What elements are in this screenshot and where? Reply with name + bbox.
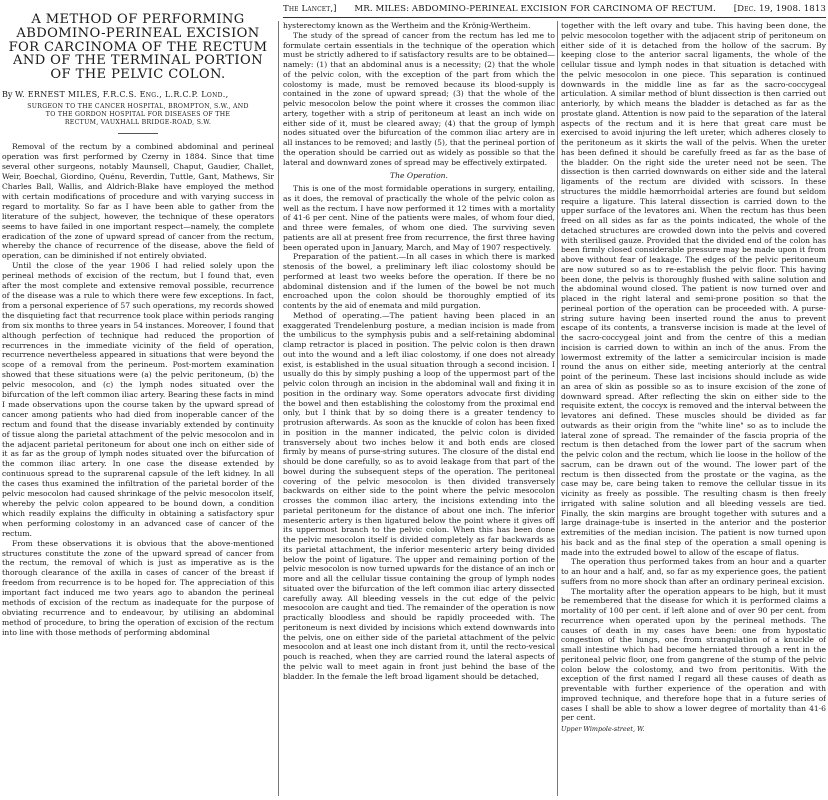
running-head [283,3,826,15]
affiliation-line-2: TO THE GORDON HOSPITAL FOR DISEASES OF THE [45,110,231,118]
paragraph: The mortality after the operation appears to be high, but it must be remembered that the disease for which it is performed claims a mortality of 100 per cent. if left alone and of over 90 per cent. from recurrence when operated upon by the perineal methods. The causes of death in my cases have been: one from hypostatic congestion of the lungs, one from strangulation of a knuckle of small intestine which had become herniated through a rent in the peritoneal pelvic floor, one from gangrene of the stump of the pelvic colon below the colostomy, and two from peritonitis. With the exception of the first named I regard all these causes of death as preventable with further experience of the operation and with improved technique, and therefore hope that in a future series of cases I shall be able to show a lower degree of mortality than 41·6 per cent. [561,586,826,723]
journal-name: The Lancet,] [283,4,337,14]
author-name: W. ERNEST MILES, F.R.C.S. Eng., L.R.C.P. Lond., [14,89,229,99]
paragraph: hysterectomy known as the Wertheim and the Krönig-Wertheim. [283,21,531,30]
paragraph: The operation thus performed takes from an hour and a quarter to an hour and a half, and, so far as my experience goes, the patient suffers from no more shock than after an ordinary perineal excision. [561,557,826,586]
column-rule-1 [278,21,279,796]
column-1 [2,0,274,638]
paragraph: together with the left ovary and tube. This having been done, the pelvic mesocolon together with the adjacent strip of peritoneum on either side of it is detached from the hollow of the sacrum. By keeping close to the anterior sacral ligaments, the whole of the cellular tissue and lymph nodes in that situation is detached with the pelvic mesocolon in one piece. This separation is continued downwards in the middle line as far as the sacro-coccygeal articulation. A similar method of blunt dissection is then carried out anteriorly, by which means the bladder is detached as far as the prostate gland. Attention is now paid to the separation of the lateral aspects of the rectum and it is here that great care must be exercised to avoid injuring the left ureter, which adheres closely to the peritoneum as it skirts the wall of the pelvis. When the ureter has been defined it should be carefully freed as far as the base of the bladder. On the right side the ureter need not be seen. The dissection is then carried downwards on either side and the lateral ligaments of the rectum are divided with scissors. In these structures the middle hæmorrhoidal arteries are found but seldom require a ligature. This lateral dissection is carried down to the upper surface of the levatores ani. When the rectum has thus been freed on all sides as far as the points indicated, the whole of the detached structures are crowded down into the pelvis and covered with sterilised gauze. Provided that the divided end of the colon has been firmly closed considerable pressure may be made upon it from above without fear of leakage. The edges of the pelvic peritoneum are now sutured so as to re-establish the pelvic floor. This having been done, the pelvis is thoroughly flushed with saline solution and the abdominal wound closed. The patient is now turned over and placed in the right lateral and semi-prone position so that the perineal portion of the operation can be proceeded with. A purse-string suture having been inserted round the anus to prevent escape of its contents, a transverse incision is made at the level of the sacro-coccygeal joint and from the centre of this a median incision is carried down to within an inch of the anus. From the lowermost extremity of the latter a semicircular incision is made round the anus on either side, meeting anteriorly at the central point of the perineum. These last incisions should include as wide an area of skin as possible so as to insure excision of the zone of downward spread. After reflecting the skin on either side to the requisite extent, the coccyx is removed and the interval between the levatores ani defined. These muscles should be divided as far outwards as their origin from the "white line" so as to include the lateral zone of spread. The remainder of the fascia propria of the rectum is then detached from the lower part of the sacrum when the pelvic colon and the rectum, which lie loose in the hollow of the sacrum, can be drawn out of the wound. The lower part of the rectum is then dissected from the prostate or the vagina, as the case may be, care being taken to remove the cellular tissue in its vicinity as freely as possible. The resulting chasm is then freely irrigated with saline solution and all bleeding vessels are tied. Finally, the skin margins are brought together with sutures and a large drainage-tube is inserted in the anterior and the posterior extremities of the median incision. The patient is now turned upon his back and as the final step of the operation a small opening is made into the extruded bowel to allow of the escape of flatus. [561,21,826,557]
affiliation-line-1: SURGEON TO THE CANCER HOSPITAL, BROMPTON, S.W., AND [27,102,249,110]
paragraph: This is one of the most formidable operations in surgery, entailing, as it does, the removal of practically the whole of the pelvic colon as well as the rectum. I have now performed it 12 times with a mortality of 41·6 per cent. Nine of the patients were males, of whom four died, and three were females, of whom one died. The surviving seven patients are all at present free from recurrence, the first three having been operated upon in January, March, and May of 1907 respectively. [283,184,555,252]
header-rule [283,17,826,18]
title-separator [118,133,158,134]
byline [2,90,274,100]
date-page-number: [Dec. 19, 1908. 1813 [733,4,826,14]
paragraph: Method of operating.—The patient having been placed in an exaggerated Trendelenburg posture, a median incision is made from the umbilicus to the symphysis pubis and a self-retaining abdominal clamp retractor is placed in position. The pelvic colon is then drawn out into the wound and a left iliac colostomy, if one does not already exist, is established in the usual situation through a second incision. I usually do this by simply pushing a loop of the uppermost part of the pelvic colon through an incision in the abdominal wall and fixing it in position in the ordinary way. Some operators advocate first dividing the bowel and then establishing the colostomy from the proximal end only, but I think that by so doing there is a greater tendency to protrusion afterwards. As soon as the knuckle of colon has been fixed in position in the manner indicated, the pelvic colon is divided transversely about two inches below it and both ends are closed firmly by means of purse-string sutures. The closure of the distal end should be done carefully, so as to avoid leakage from that part of the bowel during the subsequent steps of the operation. The peritoneal covering of the pelvic mesocolon is then divided transversely backwards on either side to the point where the pelvic mesocolon crosses the common iliac artery, the incisions extending into the parietal peritoneum for the distance of about one inch. The inferior mesenteric artery is then ligatured below the point where it gives off its uppermost branch to the pelvic colon. When this has been done the pelvic mesocolon itself is divided completely as far backwards as its parietal attachment, the inferior mesenteric artery being divided below the point of ligature. The upper and remaining portion of the pelvic mesocolon is now turned upwards for the distance of an inch or more and all the cellular tissue containing the group of lymph nodes situated over the bifurcation of the left common iliac artery dissected carefully away. All bleeding vessels in the cut edge of the pelvic mesocolon are caught and tied. The remainder of the operation is now practically bloodless and should be rapidly proceeded with. The peritoneum is next divided by incisions which extend downwards into the pelvis, one on either side of the parietal attachment of the pelvic mesocolon and at least one inch distant from it, until the recto-vesical pouch is reached, when they are carried round the lateral aspects of the pelvic wall to meet again in front just behind the base of the bladder. In the female the left broad ligament should be detached, [283,310,555,681]
byline-prefix: By [2,89,13,99]
paragraph: The study of the spread of cancer from the rectum has led me to formulate certain essentials in the technique of the operation which must be strictly adhered to if satisfactory results are to be obtained—namely: (1) that an abdominal anus is a necessity; (2) that the whole of the pelvic colon, with the exception of the part from which the colostomy is made, must be removed because its blood-supply is contained in the zone of upward spread; (3) that the whole of the pelvic mesocolon below the point where it crosses the common iliac artery, together with a strip of peritoneum at least an inch wide on either side of it, must be cleared away; (4) that the group of lymph nodes situated over the bifurcation of the common iliac artery are in all instances to be removed; and lastly (5), that the perineal portion of the operation should be carried out as widely as possible so that the lateral and downward zones of spread may be effectively extirpated. [283,30,555,167]
column-2 [283,21,555,800]
article-title: A METHOD OF PERFORMING ABDOMINO-PERINEAL EXCISION FOR CARCINOMA OF THE RECTUM AND OF THE TERMINAL PORTION OF THE PELVIC COLON. [8,12,268,83]
affiliation-line-3: RECTUM, VAUXHALL BRIDGE-ROAD, S.W. [64,118,212,126]
column-3 [561,21,826,800]
author-address: Upper Wimpole-street, W. [561,725,645,733]
paragraph: Until the close of the year 1906 I had relied solely upon the perineal methods of excision of the rectum, but I found that, even after the most complete and extensive removal possible, recurrence of the disease was a rule to which there were few exceptions. In fact, from a personal experience of 57 such operations, my records showed the disquieting fact that recurrence took place within periods ranging from six months to three years in 54 instances. Moreover, I found that although perfection of technique had reduced the proportion of recurrences in the immediate vicinity of the field of operation, recurrence nevertheless appeared in situations that were beyond the scope of a removal from the perineum. Post-mortem examination showed that these situations were (a) the pelvic peritoneum, (b) the pelvic mesocolon, and (c) the lymph nodes situated over the bifurcation of the left common iliac artery. Bearing these facts in mind I made observations upon the course taken by the upward spread of cancer among patients who had died from inoperable cancer of the rectum and found that the disease invariably extended by continuity of tissue along the parietal attachment of the pelvic mesocolon and in the adjacent parietal peritoneum for about one inch on either side of it as far as the group of lymph nodes situated over the bifurcation of the common iliac artery. In one case the disease extended by continuous spread to the suprarenal capsule of the left kidney. In all the cases thus examined the infiltration of the parietal border of the pelvic mesocolon had caused shrinkage of the pelvic mesocolon itself, whereby the pelvic colon appeared to be bound down, a condition which readily explains the difficulty in obtaining a satisfactory spur when performing colostomy in an advanced case of cancer of the rectum. [2,261,274,538]
paragraph: Removal of the rectum by a combined abdominal and perineal operation was first performed by Czerny in 1884. Since that time several other surgeons, notably Maunsell, Chaput, Gaudier, Challet, Weir, Boechal, Giordino, Quénu, Reverdin, Tuttle, Gant, Mathews, Sir Charles Ball, Wallis, and Aldrich-Blake have employed the method with certain modifications of procedure and with varying success in regard to mortality. So far as I have been able to gather from the literature of the subject, however, the technique of these operators seems to have failed in one important respect—namely, the complete eradication of the zone of upward spread of cancer from the rectum, whereby the chance of recurrence of the disease, above the field of operation, can be diminished if not entirely obviated. [2,142,274,261]
paragraph: From these observations it is obvious that the above-mentioned structures constitute the zone of the upward spread of cancer from the rectum, the removal of which is just as imperative as is the thorough clearance of the axilla in cases of cancer of the breast if freedom from recurrence is to be hoped for. The appreciation of this important fact induced me two years ago to abandon the perineal methods of excision of the rectum as inadequate for the purpose of obviating recurrence and to endeavour, by utilising an abdominal method of procedure, to bring the operation of excision of the rectum into line with those methods of performing abdominal [2,538,274,637]
column-rule-2 [557,21,558,796]
running-title: MR. MILES: ABDOMINO-PERINEAL EXCISION FOR CARCINOMA OF RECTUM. [354,4,716,14]
section-heading: The Operation. [390,171,448,181]
paragraph: Preparation of the patient.—In all cases in which there is marked stenosis of the bowel, a preliminary left iliac colostomy should be performed at least two weeks before the operation. If there be no abdominal distension and if the lumen of the bowel be not much encroached upon the colon should be thoroughly emptied of its contents by the aid of enemata and mild purgation. [283,252,555,310]
